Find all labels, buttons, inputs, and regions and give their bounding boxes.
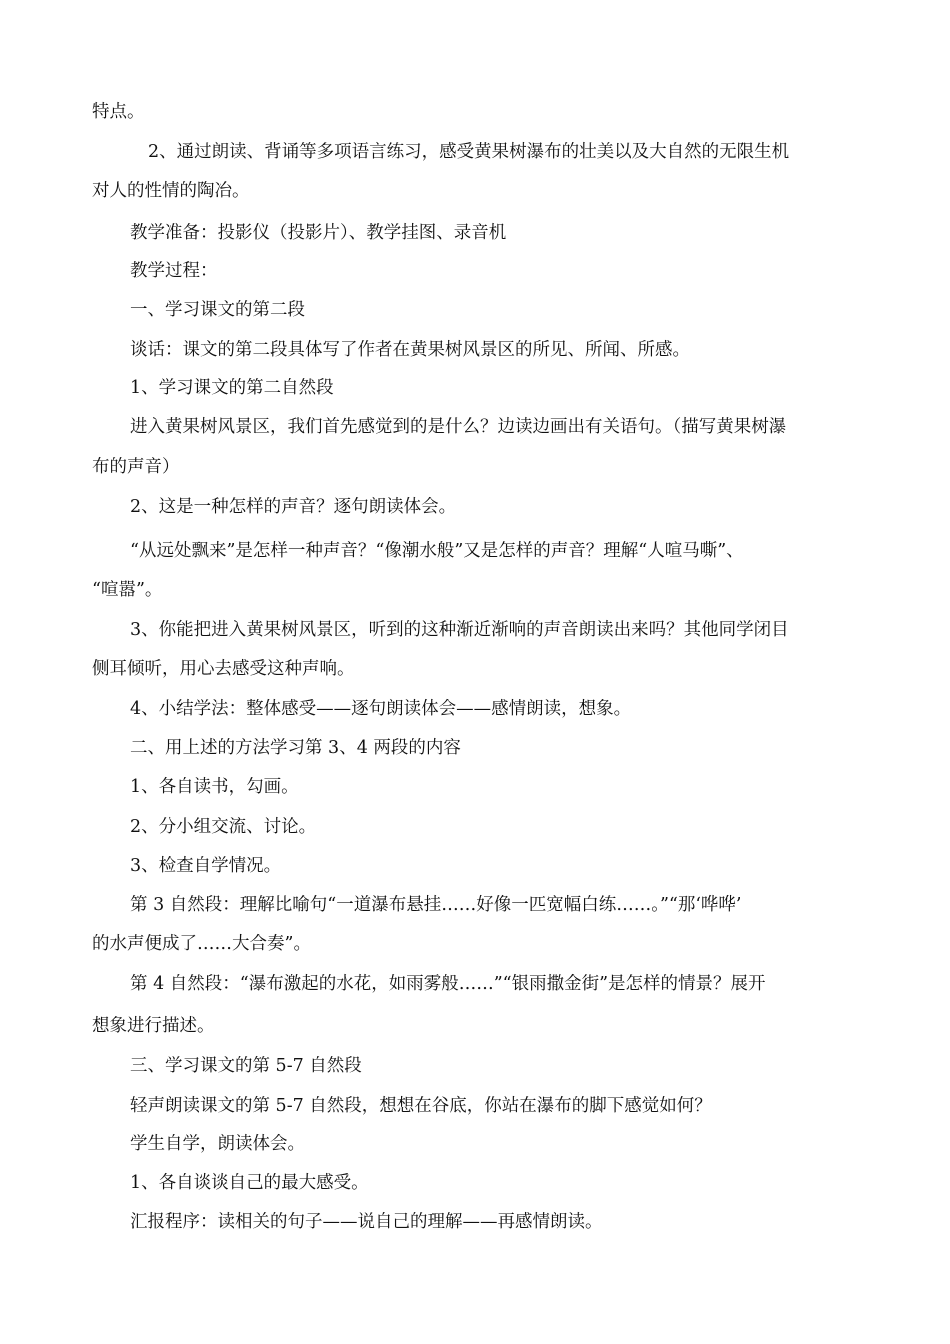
- text-line: “喧嚣”。: [92, 580, 163, 600]
- section-heading: 二、用上述的方法学习第 3、4 两段的内容: [130, 738, 461, 758]
- section-heading: 一、学习课文的第二段: [130, 300, 305, 320]
- text-line: 特点。: [92, 102, 145, 122]
- text-line: 布的声音）: [92, 457, 180, 477]
- text-line: 1、学习课文的第二自然段: [130, 378, 334, 398]
- text-line: 1、各自谈谈自己的最大感受。: [130, 1173, 369, 1193]
- text-line: 的水声便成了……大合奏”。: [92, 934, 311, 954]
- text-line: 侧耳倾听，用心去感受这种声响。: [92, 659, 355, 679]
- text-line: 教学过程：: [130, 261, 218, 281]
- text-line: 3、你能把进入黄果树风景区，听到的这种渐近渐响的声音朗读出来吗？其他同学闭目: [130, 620, 789, 640]
- text-line: 教学准备：投影仪（投影片）、教学挂图、录音机: [130, 223, 507, 243]
- text-line: 谈话：课文的第二段具体写了作者在黄果树风景区的所见、所闻、所感。: [130, 340, 690, 360]
- text-line: 1、各自读书，勾画。: [130, 777, 299, 797]
- text-line: 2、这是一种怎样的声音？逐句朗读体会。: [130, 497, 457, 517]
- text-line: 想象进行描述。: [92, 1016, 215, 1036]
- text-line: “从远处飘来”是怎样一种声音？“像潮水般”又是怎样的声音？理解“人喧马嘶”、: [130, 541, 744, 561]
- text-line: 第 4 自然段：“瀑布激起的水花，如雨雾般……”“银雨撒金街”是怎样的情景？展开: [130, 974, 766, 994]
- text-line: 4、小结学法：整体感受——逐句朗读体会——感情朗读，想象。: [130, 699, 632, 719]
- text-line: 2、通过朗读、背诵等多项语言练习，感受黄果树瀑布的壮美以及大自然的无限生机: [148, 142, 790, 162]
- text-line: 进入黄果树风景区，我们首先感觉到的是什么？边读边画出有关语句。（描写黄果树瀑: [130, 417, 787, 437]
- text-line: 3、检查自学情况。: [130, 856, 282, 876]
- text-line: 汇报程序：读相关的句子——说自己的理解——再感情朗读。: [130, 1212, 603, 1232]
- text-line: 学生自学，朗读体会。: [130, 1134, 305, 1154]
- section-heading: 三、学习课文的第 5-7 自然段: [130, 1056, 362, 1076]
- text-line: 对人的性情的陶冶。: [92, 181, 250, 201]
- text-line: 轻声朗读课文的第 5-7 自然段，想想在谷底，你站在瀑布的脚下感觉如何？: [130, 1096, 712, 1116]
- text-line: 第 3 自然段：理解比喻句“一道瀑布悬挂……好像一匹宽幅白练……。”“那‘哗哗’: [130, 895, 742, 915]
- text-line: 2、分小组交流、讨论。: [130, 817, 317, 837]
